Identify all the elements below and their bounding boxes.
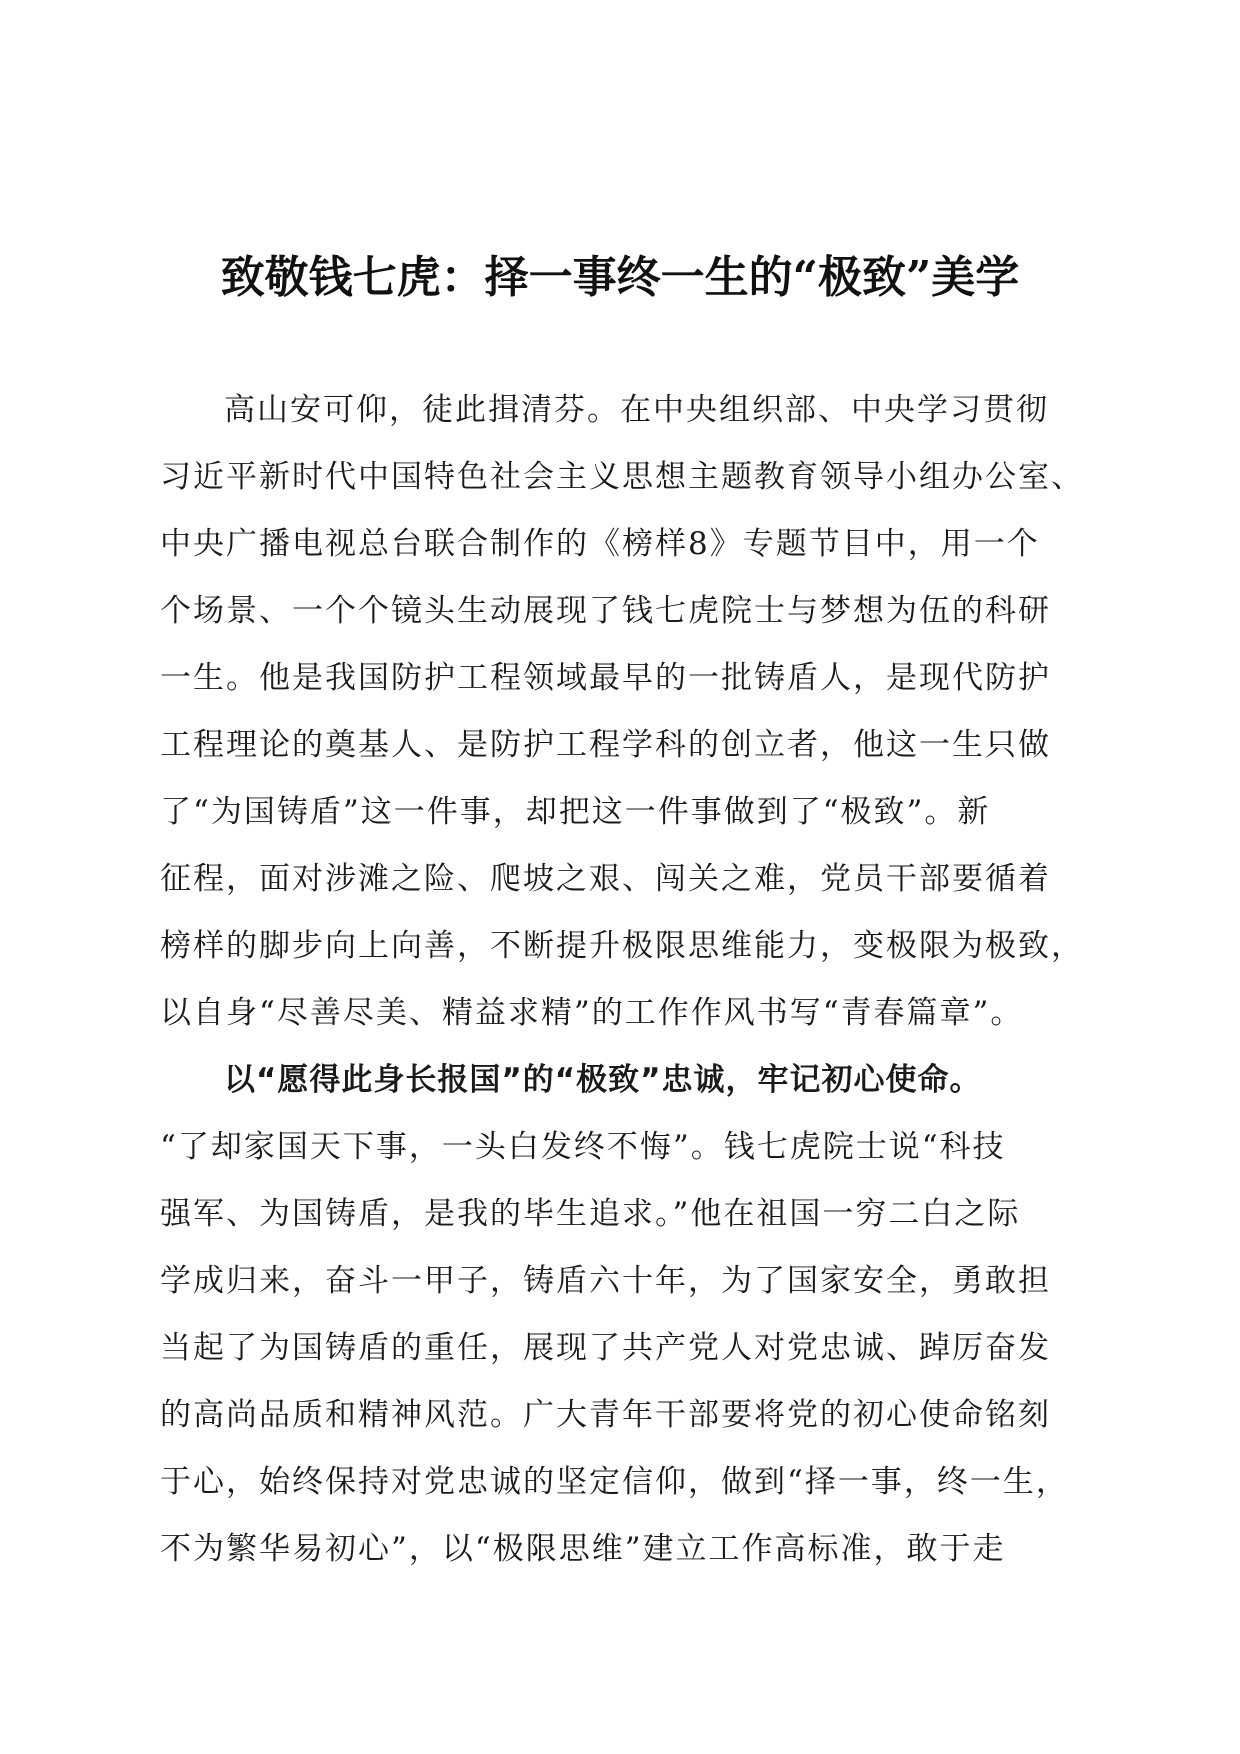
text-line: 以自身“尽善尽美、精益求精”的工作作风书写“青春篇章”。 bbox=[160, 995, 1024, 1031]
text-line: 的高尚品质和精神风范。广大青年干部要将党的初心使命铭刻 bbox=[160, 1397, 1051, 1433]
text-line: 于心，始终保持对党忠诚的坚定信仰，做到“择一事，终一生， bbox=[160, 1464, 1069, 1500]
text-line: 当起了为国铸盾的重任，展现了共产党人对党忠诚、踔厉奋发 bbox=[160, 1330, 1051, 1366]
text-line: 工程理论的奠基人、是防护工程学科的创立者，他这一生只做 bbox=[160, 727, 1051, 763]
text-line: 了“为国铸盾”这一件事，却把这一件事做到了“极致”。新 bbox=[160, 794, 991, 830]
text-line: 征程，面对涉滩之险、爬坡之艰、闯关之难，党员干部要循着 bbox=[160, 861, 1051, 897]
text-line: 一生。他是我国防护工程领域最早的一批铸盾人，是现代防护 bbox=[160, 660, 1051, 696]
paragraph-2 bbox=[160, 1047, 1090, 1583]
paragraph-heading: 以“愿得此身长报国”的“极致”忠诚，牢记初心使命。 bbox=[224, 1062, 982, 1098]
text-line: 中央广播电视总台联合制作的《榜样8》专题节目中，用一个 bbox=[160, 526, 1040, 562]
text-line: 个场景、一个个镜头生动展现了钱七虎院士与梦想为伍的科研 bbox=[160, 593, 1051, 629]
text-line: 学成归来，奋斗一甲子，铸盾六十年，为了国家安全，勇敢担 bbox=[160, 1263, 1051, 1299]
document-title: 致敬钱七虎：择一事终一生的“极致”美学 bbox=[220, 252, 1020, 303]
text-line: “了却家国天下事，一头白发终不悔”。钱七虎院士说“科技 bbox=[160, 1129, 1006, 1165]
text-line: 榜样的脚步向上向善，不断提升极限思维能力，变极限为极致， bbox=[160, 928, 1084, 964]
paragraph-1 bbox=[160, 377, 1090, 1047]
text-line: 习近平新时代中国特色社会主义思想主题教育领导小组办公室、 bbox=[160, 459, 1084, 495]
text-line: 高山安可仰，徒此揖清芬。在中央组织部、中央学习贯彻 bbox=[224, 392, 1049, 428]
text-line: 强军、为国铸盾，是我的毕生追求。”他在祖国一穷二白之际 bbox=[160, 1196, 1021, 1232]
document-body bbox=[160, 377, 1090, 1583]
text-line: 不为繁华易初心”，以“极限思维”建立工作高标准，敢于走 bbox=[160, 1531, 1006, 1567]
